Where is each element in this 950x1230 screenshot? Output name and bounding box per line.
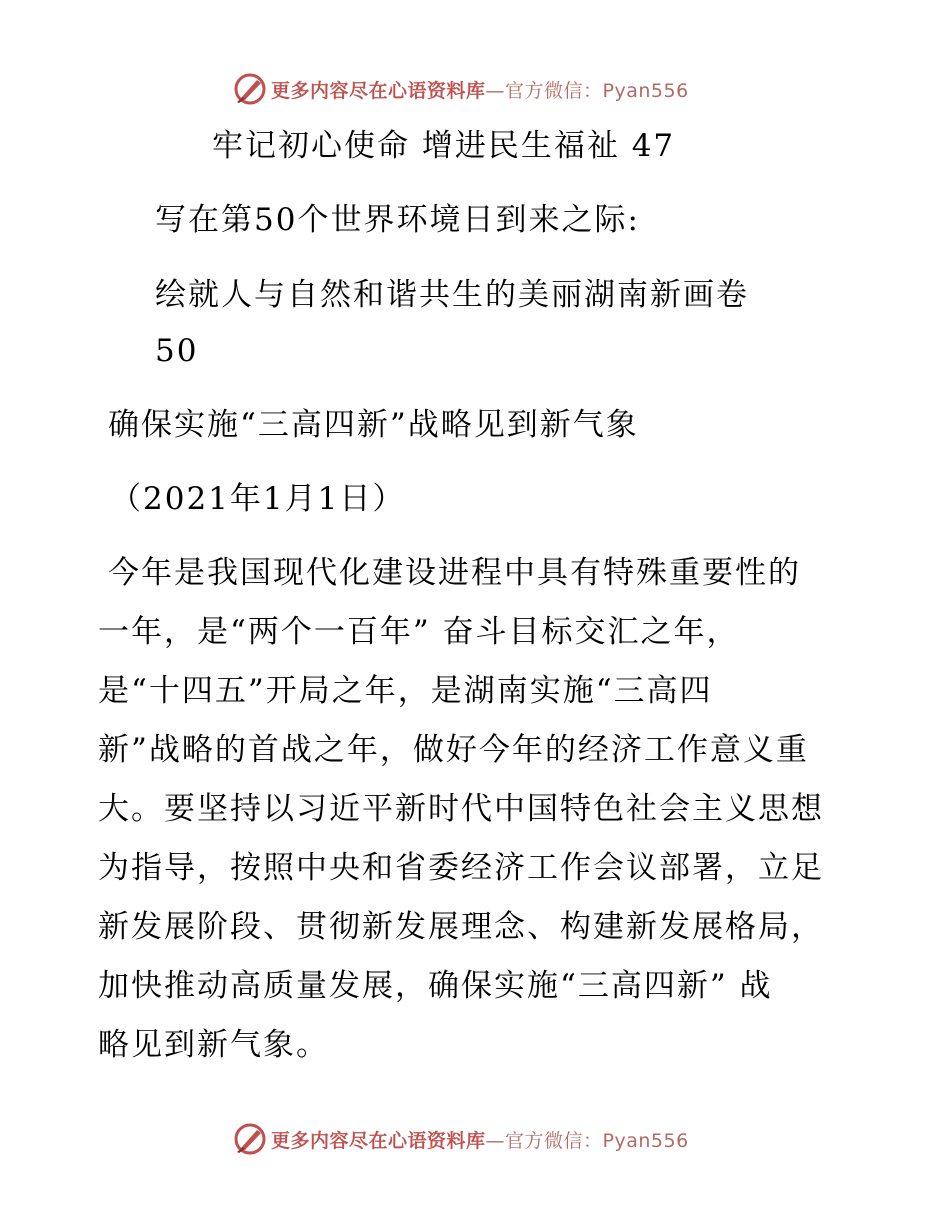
article-title: 确保实施“三高四新”战略见到新气象 [108,407,639,443]
watermark-text-bold: 更多内容尽在心语资料库 [271,1129,486,1152]
watermark-text [271,76,689,103]
toc-entry-2-line-3: 50 [155,333,199,369]
paragraph-line: 新发展阶段、贯彻新发展理念、构建新发展格局， [98,909,824,945]
paragraph-line: 大。要坚持以习近平新时代中国特色社会主义思想 [98,791,824,827]
toc-entry-1: 牢记初心使命 增进民生福祉 47 [212,128,676,164]
paragraph-line: 一年，是“两个一百年” 奋斗目标交汇之年， [98,614,740,650]
paragraph-line: 为指导，按照中央和省委经济工作会议部署，立足 [98,850,824,886]
watermark-text-bold: 更多内容尽在心语资料库 [271,79,486,102]
brush-logo-icon [233,72,267,106]
paragraph-line: 今年是我国现代化建设进程中具有特殊重要性的 [108,555,801,591]
watermark-text-rest: —官方微信：Pyan556 [485,79,689,102]
paragraph-line: 是“十四五”开局之年，是湖南实施“三高四 [98,673,713,709]
article-date: （2021年1月1日） [110,481,406,517]
watermark-text-rest: —官方微信：Pyan556 [485,1129,689,1152]
toc-entry-2-line-2: 绘就人与自然和谐共生的美丽湖南新画卷 [155,277,749,313]
toc-entry-2-line-1: 写在第50个世界环境日到来之际: [155,202,640,238]
watermark-banner-bottom [233,1122,689,1156]
watermark-text [271,1126,689,1153]
brush-logo-icon [233,1122,267,1156]
paragraph-line: 新”战略的首战之年，做好今年的经济工作意义重 [98,732,809,768]
watermark-banner-top [233,72,689,106]
paragraph-line: 略见到新气象。 [98,1027,329,1063]
paragraph-line: 加快推动高质量发展，确保实施“三高四新” 战 [98,968,773,1004]
